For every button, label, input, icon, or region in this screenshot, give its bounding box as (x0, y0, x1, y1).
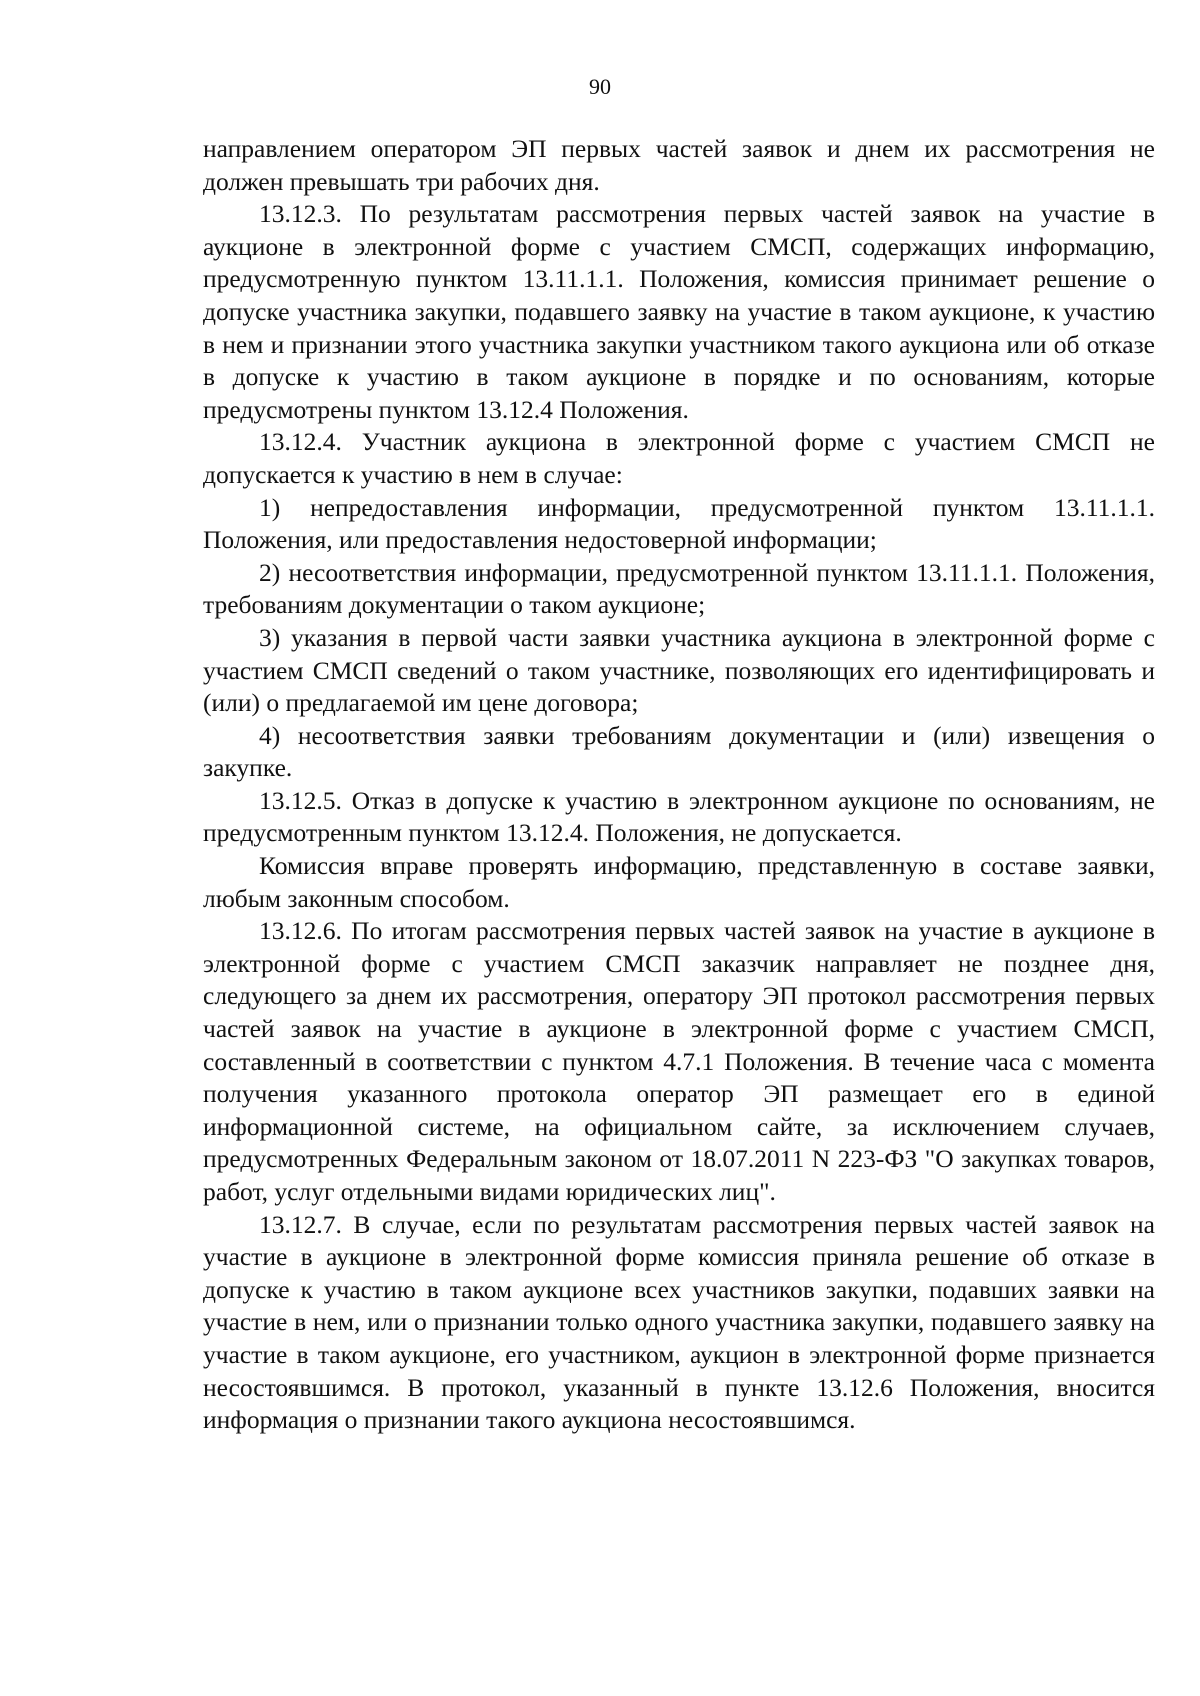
list-item-3: 3) указания в первой части заявки участника аукциона в электронной форме с участием СМСП сведений о таком участнике, позволяющих его идентифицировать и (или) о предлагаемой им цене договора; (203, 622, 1155, 718)
paragraph-13-12-6: 13.12.6. По итогам рассмотрения первых частей заявок на участие в аукционе в электронной форме с участием СМСП заказчик направляет не позднее дня, следующего за днем их рассмотрения, оператору ЭП протокол рассмотрения первых частей заявок на участие в аукционе в электронной форме с участием СМСП, составленный в соответствии с пунктом 4.7.1 Положения. В течение часа с момента получения указанного протокола оператор ЭП размещает его в единой информационной системе, на официальном сайте, за исключением случаев, предусмотренных Федеральным законом от 18.07.2011 N 223-ФЗ "О закупках товаров, работ, услуг отдельными видами юридических лиц". (203, 916, 1155, 1206)
document-body (203, 133, 1155, 1437)
paragraph-13-12-3: 13.12.3. По результатам рассмотрения первых частей заявок на участие в аукционе в электронной форме с участием СМСП, содержащих информацию, предусмотренную пунктом 13.11.1.1. Положения, комиссия принимает решение о допуске участника закупки, подавшего заявку на участие в таком аукционе, к участию в нем и признании этого участника закупки участником такого аукциона или об отказе в допуске к участию в таком аукционе в порядке и по основаниям, которые предусмотрены пунктом 13.12.4 Положения. (203, 199, 1155, 424)
list-item-2: 2) несоответствия информации, предусмотренной пунктом 13.11.1.1. Положения, требованиям документации о таком аукционе; (203, 557, 1155, 620)
paragraph-13-12-5: 13.12.5. Отказ в допуске к участию в электронном аукционе по основаниям, не предусмотренным пунктом 13.12.4. Положения, не допускается. (203, 785, 1155, 848)
paragraph-commission-right: Комиссия вправе проверять информацию, представленную в составе заявки, любым законным способом. (203, 851, 1155, 913)
paragraph-continuation: направлением оператором ЭП первых частей заявок и днем их рассмотрения не должен превышать три рабочих дня. (203, 134, 1155, 196)
paragraph-13-12-4: 13.12.4. Участник аукциона в электронной форме с участием СМСП не допускается к участию в нем в случае: (203, 427, 1155, 489)
page-number: 90 (589, 74, 611, 99)
list-item-4: 4) несоответствия заявки требованиям документации и (или) извещения о закупке. (203, 720, 1155, 783)
list-item-1: 1) непредоставления информации, предусмотренной пунктом 13.11.1.1. Положения, или предоставления недостоверной информации; (203, 492, 1155, 555)
paragraph-13-12-7: 13.12.7. В случае, если по результатам рассмотрения первых частей заявок на участие в аукционе в электронной форме комиссия приняла решение об отказе в допуске к участию в таком аукционе всех участников закупки, подавших заявки на участие в нем, или о признании только одного участника закупки, подавшего заявку на участие в таком аукционе, его участником, аукцион в электронной форме признается несостоявшимся. В протокол, указанный в пункте 13.12.6 Положения, вносится информация о признании такого аукциона несостоявшимся. (203, 1209, 1155, 1435)
